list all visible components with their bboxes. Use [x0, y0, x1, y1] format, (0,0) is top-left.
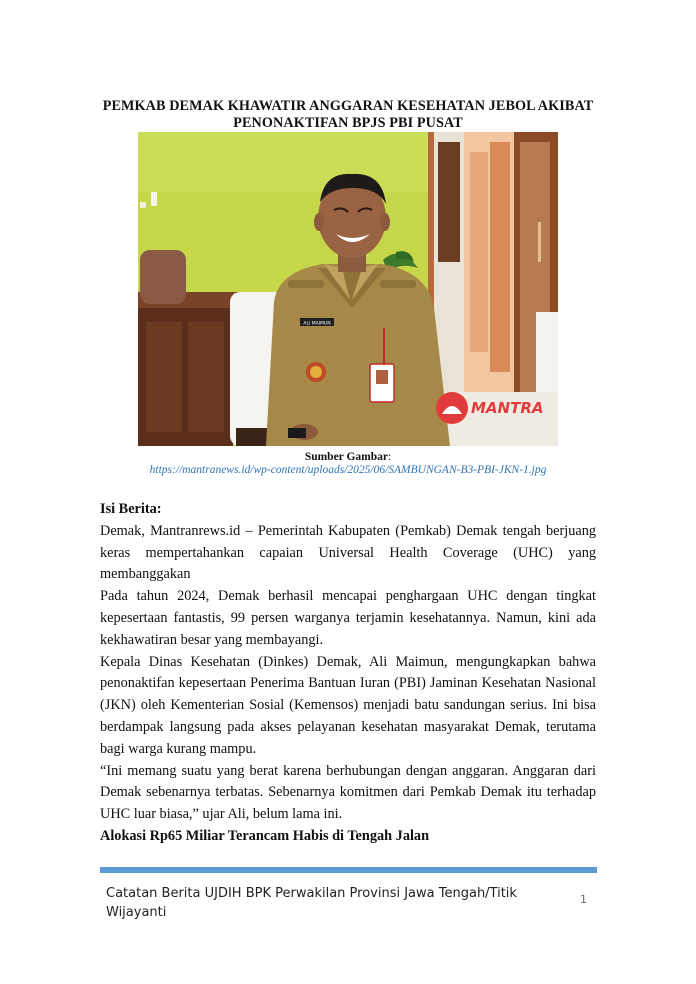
image-source-label-text: Sumber Gambar [304, 451, 388, 463]
article-paragraph: Demak, Mantranrews.id – Pemerintah Kabupaten (Pemkab) Demak tengah berjuang keras mempertahankan capaian Universal Health Coverage (UHC) yang membanggakan [100, 522, 596, 583]
svg-text:ALI MAIMUN: ALI MAIMUN [303, 321, 331, 327]
article-paragraph: “Ini memang suatu yang berat karena berhubungan dengan anggaran. Anggaran dari Demak sebenarnya terbatas. Sebenarnya komitmen dari Pemkab Demak itu terhadap UHC luar biasa,” ujar Ali, belum lama ini. [100, 762, 596, 823]
photo-watermark: MANTRA [471, 399, 544, 417]
article-paragraph: Kepala Dinas Kesehatan (Dinkes) Demak, Ali Maimun, mengungkapkan bahwa penonaktifan kepesertaan Penerima Bantuan Iuran (PBI) Jaminan Kesehatan Nasional (JKN) oleh Kementerian Sosial (Kemensos) menjadi batu sandungan serius. Ini bisa berdampak langsung pada akses pelayanan kesehatan masyarakat Demak, terutama bagi warga kurang mampu. [100, 653, 596, 757]
image-source-colon: : [387, 451, 392, 463]
page-number: 1 [580, 893, 587, 906]
footer-divider [100, 867, 597, 873]
article-subheading: Alokasi Rp65 Miliar Terancam Habis di Tengah Jalan [100, 827, 430, 844]
news-photo [138, 132, 558, 446]
title-line-2: PENONAKTIFAN BPJS PBI PUSAT [233, 115, 463, 131]
news-photo-illustration [138, 132, 558, 446]
title-line-1: PEMKAB DEMAK KHAWATIR ANGGARAN KESEHATAN JEBOL AKIBAT [102, 98, 594, 114]
section-heading: Isi Berita: [100, 501, 162, 517]
article-body [100, 499, 596, 848]
image-source-label [0, 450, 696, 464]
footer-text: Catatan Berita UJDIH BPK Perwakilan Provinsi Jawa Tengah/Titik Wijayanti [106, 886, 517, 920]
article-paragraph: Pada tahun 2024, Demak berhasil mencapai penghargaan UHC dengan tingkat kepesertaan fantastis, 99 persen warganya terjamin kesehatannya. Namun, kini ada kekhawatiran besar yang membayangi. [100, 588, 596, 648]
image-source-link[interactable]: https://mantranews.id/wp-content/uploads/2025/06/SAMBUNGAN-B3-PBI-JKN-1.jpg [149, 464, 547, 476]
document-title [100, 98, 596, 132]
